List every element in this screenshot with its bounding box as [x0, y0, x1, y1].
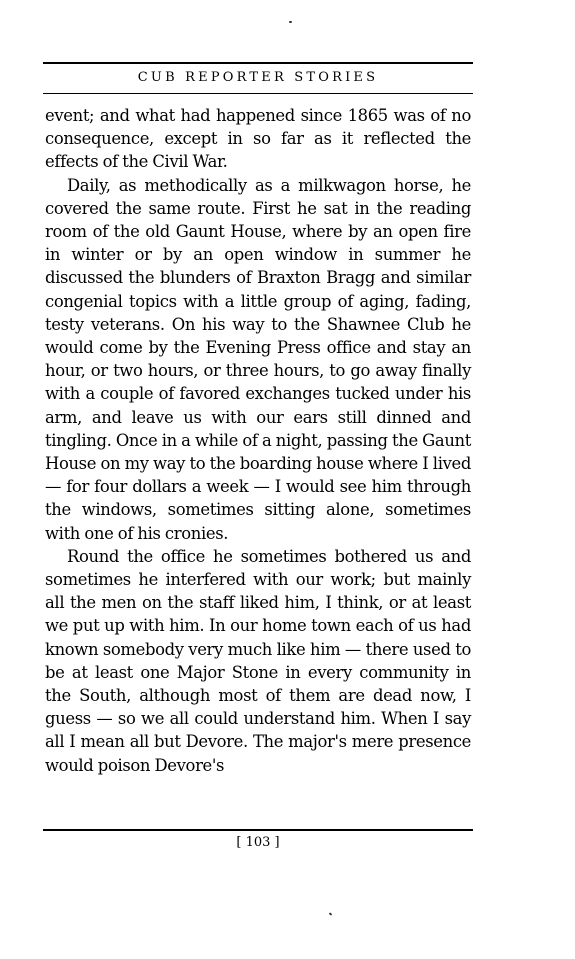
- body-text: [45, 104, 471, 777]
- header-rule-bottom: [43, 93, 473, 94]
- footer-rule: [43, 829, 473, 831]
- paragraph: Daily, as methodically as a milkwagon horse, he covered the same route. First he sat in the reading room of the old Gaunt House, where by an open fire in winter or by an open window in summer he discussed the blunders of Braxton Bragg and similar congenial topics with a little group of aging, fading, testy veterans. On his way to the Shawnee Club he would come by the Evening Press office and stay an hour, or two hours, or three hours, to go away finally with a couple of favored exchanges tucked under his arm, and leave us with our ears still dinned and tingling. Once in a while of a night, passing the Gaunt House on my way to the boarding house where I lived — for four dollars a week — I would see him through the windows, sometimes sitting alone, sometimes with one of his cronies.: [45, 175, 471, 543]
- paragraph: Round the office he sometimes bothered us and sometimes he interfered with our work; but mainly all the men on the staff liked him, I think, or at least we put up with him. In our home town each of us had known somebody very much like him — there used to be at least one Major Stone in every community in the South, although most of them are dead now, I guess — so we all could understand him. When I say all I mean all but Devore. The major's mere presence would poison Devore's: [45, 546, 471, 775]
- print-speck: [329, 912, 333, 915]
- print-speck: [289, 21, 292, 23]
- paragraph-continued: event; and what had happened since 1865 was of no consequence, except in so far as it reflected the effects of the Civil War.: [45, 106, 471, 172]
- running-head: CUB REPORTER STORIES: [137, 70, 379, 85]
- header-rule-top: [43, 62, 473, 64]
- page-number: [ 103 ]: [236, 835, 280, 850]
